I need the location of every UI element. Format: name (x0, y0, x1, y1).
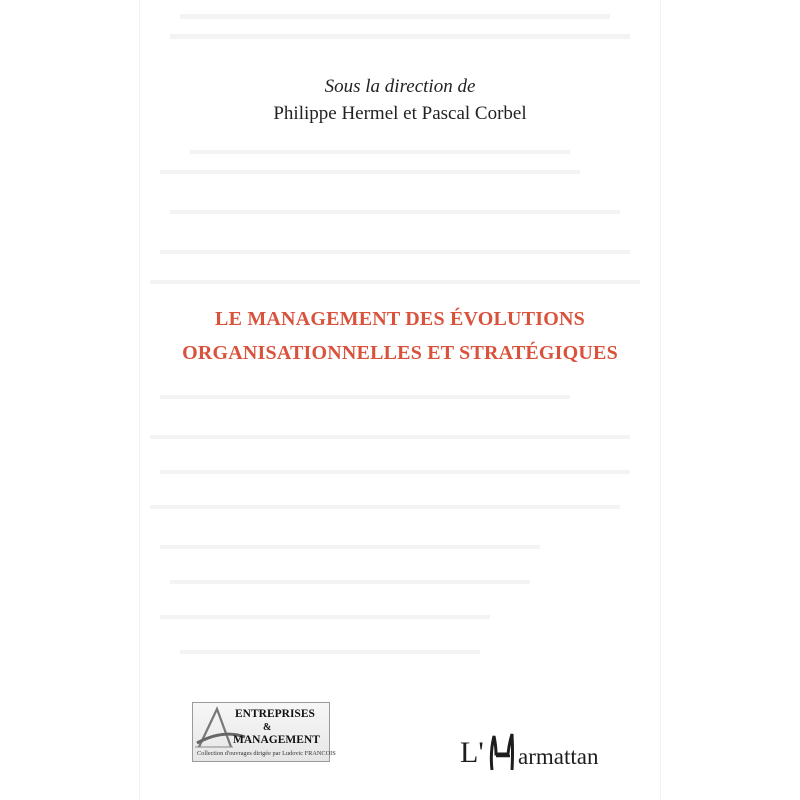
title-line-1: LE MANAGEMENT DES ÉVOLUTIONS (215, 308, 585, 330)
publisher-name-rest: armattan (518, 744, 599, 769)
series-logo-ampersand: & (263, 722, 272, 733)
title-line-2: ORGANISATIONNELLES ET STRATÉGIQUES (182, 342, 618, 364)
book-title (140, 302, 660, 370)
publisher-prefix: L' (460, 736, 484, 769)
publisher-h-mark-icon (486, 732, 518, 772)
series-logo-caption: Collection d'ouvrages dirigée par Ludovic FRANCOIS (197, 750, 336, 757)
editor-credit: Sous la direction de (324, 76, 476, 97)
book-cover (140, 0, 660, 800)
series-logo-line-2: MANAGEMENT (233, 734, 320, 746)
authors: Philippe Hermel et Pascal Corbel (273, 103, 527, 124)
publisher-logo (460, 732, 610, 772)
series-logo-line-1: ENTREPRISES (235, 708, 315, 720)
series-logo (192, 702, 336, 762)
